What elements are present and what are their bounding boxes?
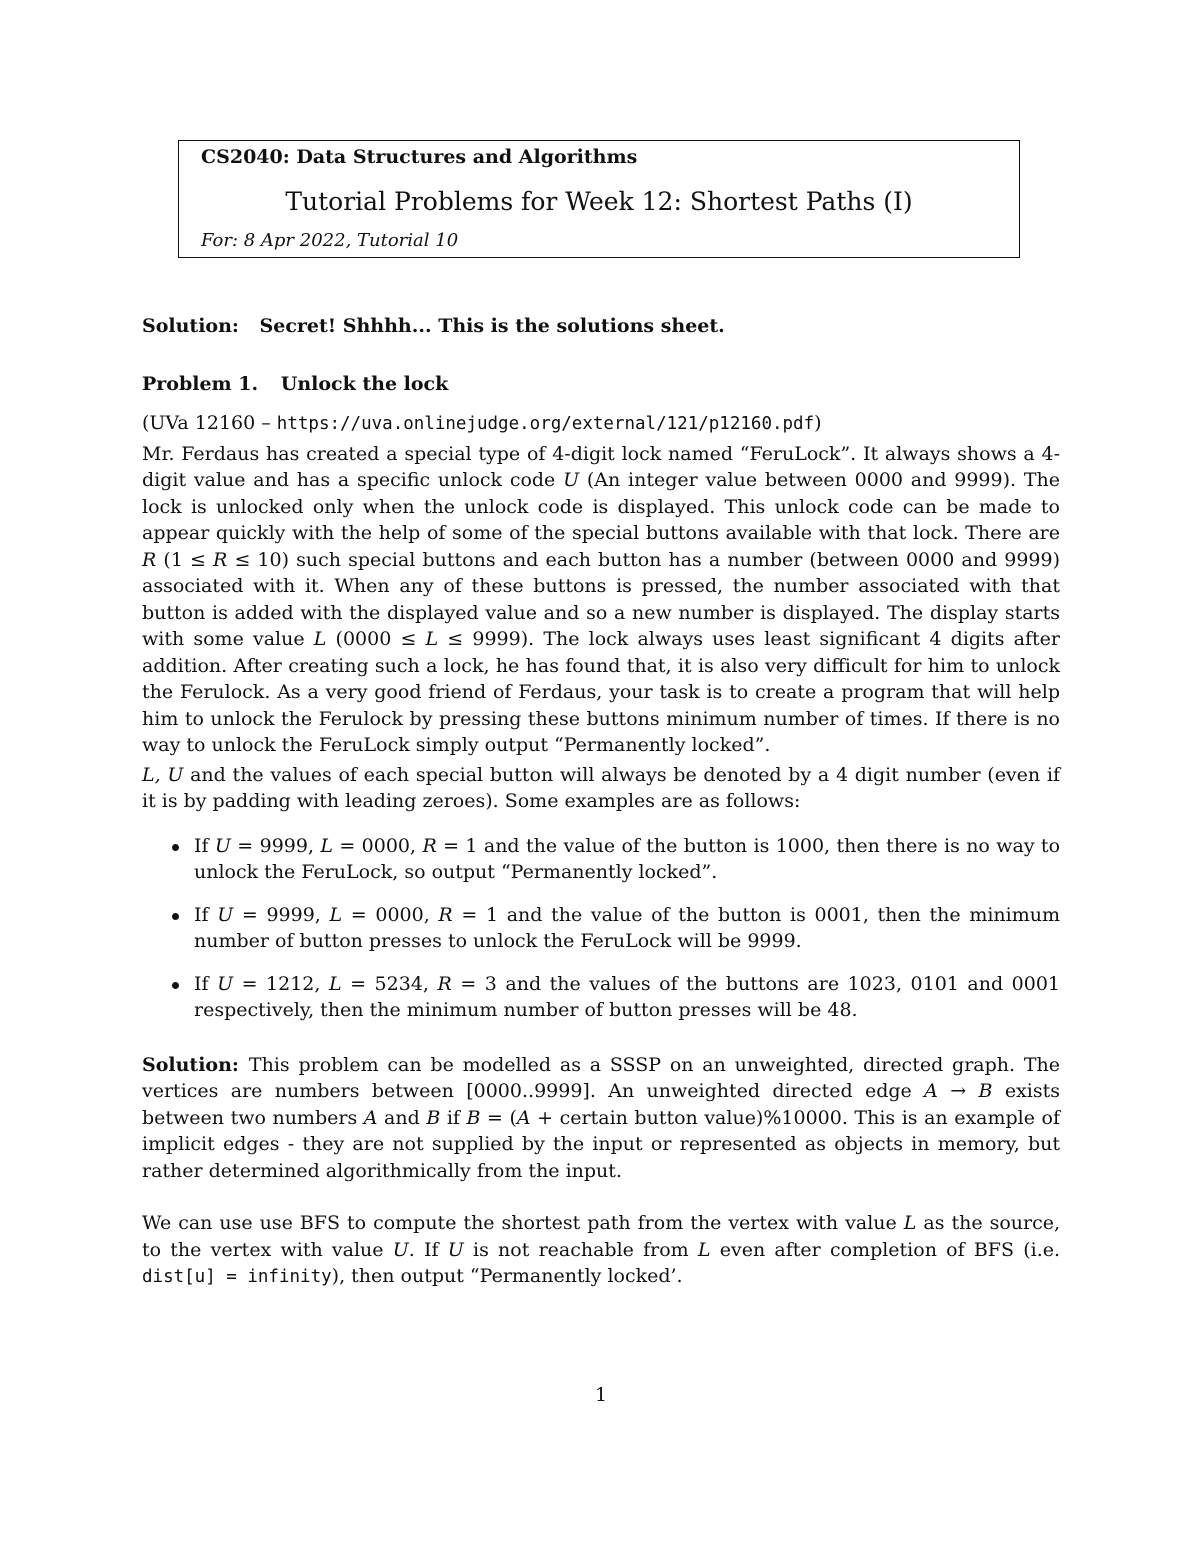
problem-source [142, 410, 1060, 438]
source-link[interactable]: https://uva.onlinejudge.org/external/121/p12160.pdf [276, 414, 815, 434]
sheet-title: Tutorial Problems for Week 12: Shortest Paths (I) [285, 187, 913, 216]
problem-input-note: L, U and the values of each special button will always be denoted by a 4 digit number (even if it is by padding with leading zeroes). Some examples are as follows: [142, 763, 1060, 812]
bullet-icon [172, 844, 179, 851]
solution-banner [142, 311, 1060, 341]
tutorial-date: For: 8 Apr 2022, Tutorial 10 [201, 230, 459, 251]
bullet-icon [172, 913, 179, 920]
solution-banner-label: Solution: [142, 315, 239, 337]
source-prefix: (UVa 12160 – [142, 412, 277, 434]
examples-list [142, 833, 1060, 1024]
list-item: If U = 9999, L = 0000, R = 1 and the value of the button is 0001, then the minimum number of button presses to unlock the FeruLock will be 9999. [142, 902, 1060, 955]
solution-banner-text: Secret! Shhhh... This is the solutions sheet. [259, 315, 725, 337]
bullet-icon [172, 982, 179, 989]
list-item: If U = 1212, L = 5234, R = 3 and the values of the buttons are 1023, 0101 and 0001 respectively, then the minimum number of button presses will be 48. [142, 971, 1060, 1024]
list-item: If U = 9999, L = 0000, R = 1 and the value of the button is 1000, then there is no way to unlock the FeruLock, so output “Permanently locked”. [142, 833, 1060, 886]
solution-label: Solution: [142, 1053, 239, 1076]
problem-body [142, 410, 1060, 1291]
solution-paragraph-2: We can use use BFS to compute the shortest path from the vertex with value L as the source, to the vertex with value U. If U is not reachable from L even after completion of BFS (i.e. dist[u] = infinity), then output “Permanently locked’. [142, 1212, 1061, 1287]
code-snippet: dist[u] = infinity [142, 1267, 332, 1287]
source-suffix: ) [814, 412, 822, 434]
problem-heading [142, 369, 1060, 399]
header-box [178, 140, 1020, 258]
problem-statement: Mr. Ferdaus has created a special type of 4-digit lock named “FeruLock”. It always shows a 4-digit value and has a specific unlock code U (An integer value between 0000 and 9999). The lock is unlocked only when the unlock code is displayed. This unlock code can be made to appear quickly with the help of some of the special buttons available with that lock. There are R (1 ≤ R ≤ 10) such special buttons and each button has a number (between 0000 and 9999) associated with it. When any of these buttons is pressed, the number associated with that button is added with the displayed value and so a new number is displayed. The display starts with some value L (0000 ≤ L ≤ 9999). The lock always uses least significant 4 digits after addition. After creating such a lock, he has found that, it is also very difficult for him to unlock the Ferulock. As a very good friend of Ferdaus, your task is to create a program that will help him to unlock the Ferulock by pressing these buttons minimum number of times. If there is no way to unlock the FeruLock simply output “Permanently locked”. [142, 442, 1060, 756]
solution-paragraph-1: Solution: This problem can be modelled as a SSSP on an unweighted, directed graph. The vertices are numbers between [0000..9999]. An unweighted directed edge A → B exists between two numbers A and B if B = (A + certain button value)%10000. This is an example of implicit edges - they are not supplied by the input or represented as objects in memory, but rather determined algorithmically from the input. [142, 1053, 1060, 1182]
problem-title: Unlock the lock [280, 373, 449, 395]
problem-number: Problem 1. [142, 373, 259, 395]
course-title: CS2040: Data Structures and Algorithms [201, 146, 638, 168]
document-page [142, 0, 1060, 1553]
page-number: 1 [594, 1384, 608, 1406]
